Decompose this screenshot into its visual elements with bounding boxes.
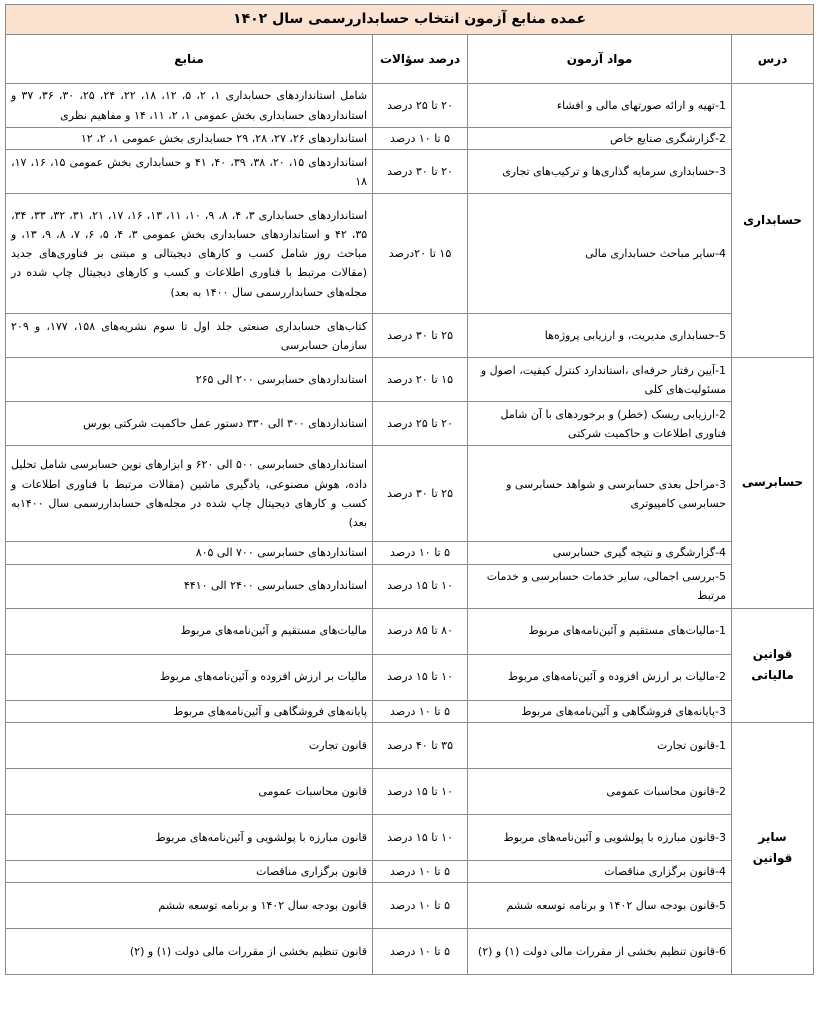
sources-cell: شامل استانداردهای حسابداری ۱، ۲، ۵، ۱۲، ۱۸، ۲۲، ۲۴، ۲۵، ۳۰، ۳۶، ۳۷ و استانداردهای حسابداری بخش عمومی ۱، ۲، ۱۱، ۱۴ و مفاهیم نظری [6,84,373,128]
exam-sources-document [5,4,813,975]
percent-cell: ۱۵ تا ۲۰ درصد [373,358,468,402]
subject-cell: قوانین مالیاتی [732,608,814,722]
topic-cell: 1-مالیات‌های مستقیم و آئین‌نامه‌های مربوط [468,608,732,654]
percent-cell: ۱۰ تا ۱۵ درصد [373,768,468,814]
sources-cell: استانداردهای ۲۶، ۲۷، ۲۸، ۲۹ حسابداری بخش عمومی ۱، ۲، ۱۲ [6,128,373,150]
percent-cell: ۵ تا ۱۰ درصد [373,128,468,150]
sources-header: منابع [6,35,373,84]
sources-cell: استانداردهای ۱۵، ۲۰، ۳۸، ۳۹، ۴۰، ۴۱ و حسابداری بخش عمومی ۱۵، ۱۶، ۱۷، ۱۸ [6,150,373,194]
topic-cell: 2-قانون محاسبات عمومی [468,768,732,814]
topic-cell: 2-مالیات بر ارزش افزوده و آئین‌نامه‌های مربوط [468,654,732,700]
table-row [6,929,814,975]
sources-cell: استانداردهای حسابرسی ۲۴۰۰ الی ۴۴۱۰ [6,564,373,608]
table-row [6,700,814,722]
subject-header: درس [732,35,814,84]
table-row [6,446,814,542]
sources-cell: مالیات‌های مستقیم و آئین‌نامه‌های مربوط [6,608,373,654]
percent-cell: ۱۰ تا ۱۵ درصد [373,814,468,860]
topic-cell: 6-قانون تنظیم بخشی از مقررات مالی دولت (۱) و (۲) [468,929,732,975]
subject-cell: سایر قوانین [732,722,814,974]
topic-cell: 1-قانون تجارت [468,722,732,768]
topic-cell: 5-حسابداری مدیریت، و ارزیابی پروژه‌ها [468,314,732,358]
percent-cell: ۲۵ تا ۳۰ درصد [373,314,468,358]
topic-cell: 5-قانون بودجه سال ۱۴۰۲ و برنامه توسعه ششم [468,883,732,929]
sources-cell: قانون برگزاری مناقصات [6,860,373,882]
table-row [6,128,814,150]
topic-cell: 2-ارزیابی ریسک (خطر) و برخوردهای با آن شامل فناوری اطلاعات و حاکمیت شرکتی [468,402,732,446]
percent-cell: ۲۰ تا ۲۵ درصد [373,402,468,446]
sources-table [5,4,814,975]
sources-cell: استانداردهای حسابرسی ۲۰۰ الی ۲۶۵ [6,358,373,402]
percent-cell: ۱۰ تا ۱۵ درصد [373,564,468,608]
table-row [6,814,814,860]
sources-cell: استانداردهای حسابداری ۳، ۴، ۸، ۹، ۱۰، ۱۱، ۱۳، ۱۶، ۱۷، ۲۱، ۳۱، ۳۲، ۳۳، ۳۴، ۳۵، ۴۲ و استانداردهای حسابداری بخش عمومی ۳، ۴، ۵، ۶، ۷، ۸، ۹، ۱۳، و مباحث روز شامل کسب و کارهای دیجیتالی و مبتنی بر فناوری‌های جدید (مقالات مرتبط با فناوری اطلاعات و کسب و کارهای دیجیتال چاپ شده در مجله‌های حسابداررسمی سال ۱۴۰۰ به بعد) [6,194,373,314]
table-row [6,402,814,446]
topic-cell: 1-آیین رفتار حرفه‌ای ،استاندارد کنترل کیفیت، اصول و مسئولیت‌های کلی [468,358,732,402]
topic-cell: 5-بررسی اجمالی، سایر خدمات حسابرسی و خدمات مرتبط [468,564,732,608]
percent-cell: ۵ تا ۱۰ درصد [373,883,468,929]
percent-cell: ۱۵ تا ۲۰درصد [373,194,468,314]
topic-cell: 4-قانون برگزاری مناقصات [468,860,732,882]
percent-cell: ۲۵ تا ۳۰ درصد [373,446,468,542]
percent-cell: ۲۰ تا ۲۵ درصد [373,84,468,128]
table-row [6,722,814,768]
sources-cell: استانداردهای ۳۰۰ الی ۳۳۰ دستور عمل حاکمیت شرکتی بورس [6,402,373,446]
percent-cell: ۲۰ تا ۳۰ درصد [373,150,468,194]
header-row [6,35,814,84]
topic-cell: 4-سایر مباحث حسابداری مالی [468,194,732,314]
sources-cell: پایانه‌های فروشگاهی و آئین‌نامه‌های مربوط [6,700,373,722]
table-row [6,150,814,194]
percent-cell: ۱۰ تا ۱۵ درصد [373,654,468,700]
sources-cell: قانون تجارت [6,722,373,768]
sources-cell: قانون مبارزه با پولشویی و آئین‌نامه‌های مربوط [6,814,373,860]
sources-cell: استانداردهای حسابرسی ۷۰۰ الی ۸۰۵ [6,542,373,564]
subject-cell: حسابداری [732,84,814,358]
table-row [6,608,814,654]
topic-cell: 3-مراحل بعدی حسابرسی و شواهد حسابرسی و حسابرسی کامپیوتری [468,446,732,542]
percent-cell: ۵ تا ۱۰ درصد [373,542,468,564]
table-row [6,883,814,929]
topic-cell: 3-قانون مبارزه با پولشویی و آئین‌نامه‌های مربوط [468,814,732,860]
sources-cell: کتاب‌های حسابداری صنعتی جلد اول تا سوم نشریه‌های ۱۵۸، ۱۷۷، و ۲۰۹ سازمان حسابرسی [6,314,373,358]
percent-header: درصد سؤالات [373,35,468,84]
topic-cell: 3-حسابداری سرمایه گذاری‌ها و ترکیب‌های تجاری [468,150,732,194]
table-row [6,654,814,700]
table-row [6,314,814,358]
percent-cell: ۳۵ تا ۴۰ درصد [373,722,468,768]
sources-cell: مالیات بر ارزش افزوده و آئین‌نامه‌های مربوط [6,654,373,700]
sources-cell: قانون تنظیم بخشی از مقررات مالی دولت (۱) و (۲) [6,929,373,975]
table-row [6,768,814,814]
percent-cell: ۵ تا ۱۰ درصد [373,929,468,975]
subject-cell: حسابرسی [732,358,814,608]
topic-cell: 4-گزارشگری و نتیجه گیری حسابرسی [468,542,732,564]
page-title: عمده منابع آزمون انتخاب حسابداررسمی سال ۱۴۰۲ [6,5,814,35]
table-row [6,358,814,402]
percent-cell: ۸۰ تا ۸۵ درصد [373,608,468,654]
sources-cell: قانون بودجه سال ۱۴۰۲ و برنامه توسعه ششم [6,883,373,929]
table-row [6,194,814,314]
sources-cell: قانون محاسبات عمومی [6,768,373,814]
table-row [6,860,814,882]
topic-cell: 1-تهیه و ارائه صورتهای مالی و افشاء [468,84,732,128]
topic-cell: 3-پایانه‌های فروشگاهی و آئین‌نامه‌های مربوط [468,700,732,722]
topic-cell: 2-گزارشگری صنایع خاص [468,128,732,150]
table-row [6,84,814,128]
title-row [6,5,814,35]
percent-cell: ۵ تا ۱۰ درصد [373,860,468,882]
topic-header: مواد آزمون [468,35,732,84]
percent-cell: ۵ تا ۱۰ درصد [373,700,468,722]
sources-cell: استانداردهای حسابرسی ۵۰۰ الی ۶۲۰ و ابزارهای نوین حسابرسی شامل تحلیل داده، هوش مصنوعی، یادگیری ماشین (مقالات مرتبط با فناوری اطلاعات و کسب و کارهای دیجیتال چاپ شده در مجله‌های حسابداررسمی سال ۱۴۰۰به بعد) [6,446,373,542]
table-row [6,564,814,608]
table-row [6,542,814,564]
